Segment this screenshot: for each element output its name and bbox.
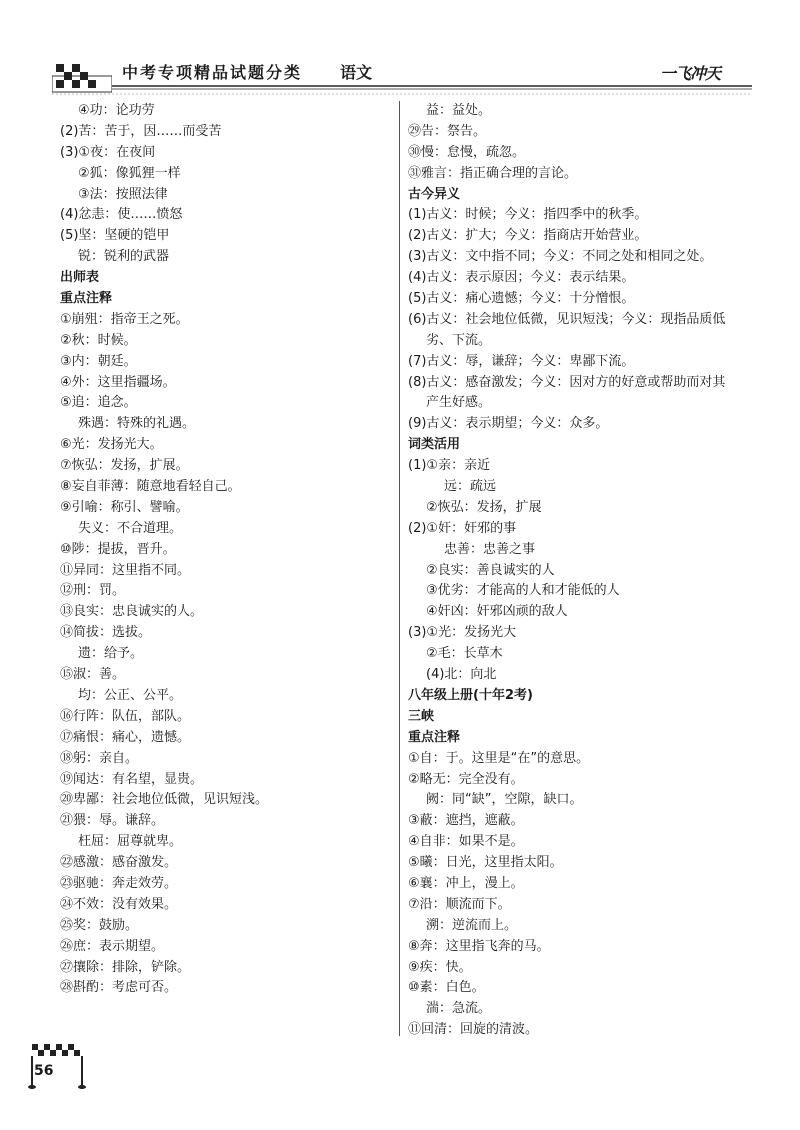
text-line: (3)①夜：在夜间: [60, 144, 156, 160]
text-line: ⑦恢弘：发扬，扩展。: [60, 458, 189, 474]
section-heading: 重点注释: [408, 729, 461, 745]
text-line: ④自非：如果不是。: [408, 834, 524, 850]
text-line: ㉒感激：感奋激发。: [60, 855, 178, 871]
text-line: (3)古义：文中指不同；今义：不同之处和相同之处。: [408, 249, 713, 265]
text-line: 均：公正、公平。: [78, 687, 183, 703]
section-heading: 出师表: [60, 270, 100, 286]
text-line: ⑦沿：顺流而下。: [408, 896, 511, 912]
text-line: (9)古义：表示期望；今义：众多。: [408, 416, 609, 432]
page-number: 56: [34, 1063, 54, 1079]
text-line: ②恢弘：发扬，扩展: [426, 499, 542, 515]
text-line: (1)①亲：亲近: [408, 458, 491, 474]
text-line: ④奸凶：奸邪凶顽的敌人: [426, 604, 568, 620]
book-title: 中考专项精品试题分类: [122, 63, 303, 82]
text-line: ④外：这里指疆场。: [60, 374, 176, 390]
text-line: (3)①光：发扬光大: [408, 625, 517, 641]
text-line: ⑭简拔：选拔。: [60, 625, 152, 641]
text-line: ⑥襄：冲上，漫上。: [408, 875, 524, 891]
text-line: (4)北：向北: [426, 667, 497, 683]
subject-label: 语文: [340, 63, 373, 82]
text-line: ⑲闻达：有名望，显贵。: [60, 771, 204, 787]
text-line: (4)忿恚：使……愤怒: [60, 207, 183, 223]
text-line: 失义：不合道理。: [78, 520, 183, 536]
text-line: ③优劣：才能高的人和才能低的人: [426, 583, 620, 599]
text-line: ⑳卑鄙：社会地位低微，见识短浅。: [60, 792, 269, 808]
text-line: ⑪回清：回旋的清波。: [408, 1022, 539, 1038]
text-line: ⑩素：白色。: [408, 980, 485, 996]
text-line: ⑧奔：这里指飞奔的马。: [408, 938, 550, 954]
text-line: ①崩殂：指帝王之死。: [60, 311, 189, 327]
text-line: ③法：按照法律: [78, 186, 168, 202]
text-line: ㉗攘除：排除，铲除。: [60, 959, 191, 975]
brand-logo: 一飞冲天: [660, 64, 721, 83]
text-line: 殊遇：特殊的礼遇。: [78, 416, 196, 432]
text-line: ⑥光：发扬光大。: [60, 437, 163, 453]
text-line: ⑩陟：提拔，晋升。: [60, 541, 176, 557]
text-line: ⑫刑：罚。: [60, 583, 126, 599]
text-line: (2)苦：苦于，因……而受苦: [60, 123, 222, 139]
text-line: 阙：同“缺”，空隙，缺口。: [426, 792, 583, 808]
text-line: ㉑猥：辱。谦辞。: [60, 813, 165, 829]
text-line: (7)古义：辱，谦辞；今义：卑鄙下流。: [408, 353, 635, 369]
text-line: 湍：急流。: [426, 1001, 492, 1017]
text-line: 益：益处。: [426, 103, 492, 118]
text-line: 遗：给予。: [78, 646, 144, 662]
text-line: ⑰痛恨：痛心，遗憾。: [60, 729, 191, 745]
text-line: ②良实：善良诚实的人: [426, 562, 555, 578]
text-line: ⑨引喻：称引、譬喻。: [60, 499, 189, 515]
text-line: ㉘斟酌：考虑可否。: [60, 980, 178, 996]
section-heading: 古今异义: [408, 186, 461, 202]
text-line: ㉙告：祭告。: [408, 123, 487, 139]
text-line: 远：疏远: [444, 479, 497, 495]
text-line: ㉛雅言：指正确合理的言论。: [408, 165, 578, 181]
text-line: ⑤追：追念。: [60, 395, 137, 411]
text-line: (1)古义：时候；今义：指四季中的秋季。: [408, 207, 648, 223]
column-divider: [399, 101, 400, 1036]
text-line: ⑬良实：忠良诚实的人。: [60, 604, 204, 620]
text-line: ⑤曦：日光，这里指太阳。: [408, 855, 563, 871]
text-line: ⑮淑：善。: [60, 667, 126, 683]
right-column: [408, 101, 743, 1041]
left-column: [60, 101, 390, 999]
text-line: ⑱躬：亲自。: [60, 750, 139, 766]
text-line: ⑯行阵：队伍，部队。: [60, 708, 191, 724]
text-line: (2)①奸：奸邪的事: [408, 520, 517, 536]
text-line: 锐：锐利的武器: [78, 249, 170, 265]
text-line: 产生好感。: [426, 395, 492, 411]
text-line: ③内：朝廷。: [60, 353, 137, 369]
text-line: (8)古义：感奋激发；今义：因对方的好意或帮助而对其: [408, 374, 726, 390]
page-header: [0, 0, 800, 100]
text-line: ②毛：长草木: [426, 646, 503, 662]
text-line: ㉕奖：鼓励。: [60, 917, 139, 933]
text-line: ①自：于。这里是“在”的意思。: [408, 750, 590, 766]
section-heading: 八年级上册(十年2考): [408, 687, 533, 703]
text-line: ㉖庶：表示期望。: [60, 938, 165, 954]
text-line: ②狐：像狐狸一样: [78, 165, 181, 181]
text-line: ④功：论功劳: [78, 103, 155, 118]
text-line: (5)古义：痛心遗憾；今义：十分憎恨。: [408, 291, 635, 307]
text-line: ⑪异同：这里指不同。: [60, 562, 191, 578]
text-line: ②秋：时候。: [60, 332, 137, 348]
text-line: ②略无：完全没有。: [408, 771, 524, 787]
text-line: (2)古义：扩大；今义：指商店开始营业。: [408, 228, 648, 244]
text-line: (4)古义：表示原因；今义：表示结果。: [408, 270, 635, 286]
text-line: 溯：逆流而上。: [426, 917, 518, 933]
text-line: ㉓驱驰：奔走效劳。: [60, 875, 178, 891]
header-rule: [52, 82, 752, 102]
text-line: 劣、下流。: [426, 332, 492, 348]
text-line: ③蔽：遮挡，遮蔽。: [408, 813, 524, 829]
section-heading: 词类活用: [408, 437, 461, 453]
text-line: ⑨疾：快。: [408, 959, 472, 975]
section-heading: 重点注释: [60, 291, 113, 307]
text-line: 枉屈：屈尊就卑。: [78, 834, 183, 850]
text-line: ㉔不效：没有效果。: [60, 896, 178, 912]
text-line: (5)坚：坚硬的铠甲: [60, 228, 170, 244]
section-heading: 三峡: [408, 708, 435, 724]
text-line: ㉚慢：怠慢，疏忽。: [408, 144, 526, 160]
text-line: ⑧妄自菲薄：随意地看轻自己。: [60, 479, 241, 495]
text-line: 忠善：忠善之事: [444, 541, 536, 557]
text-line: (6)古义：社会地位低微，见识短浅；今义：现指品质低: [408, 311, 726, 327]
